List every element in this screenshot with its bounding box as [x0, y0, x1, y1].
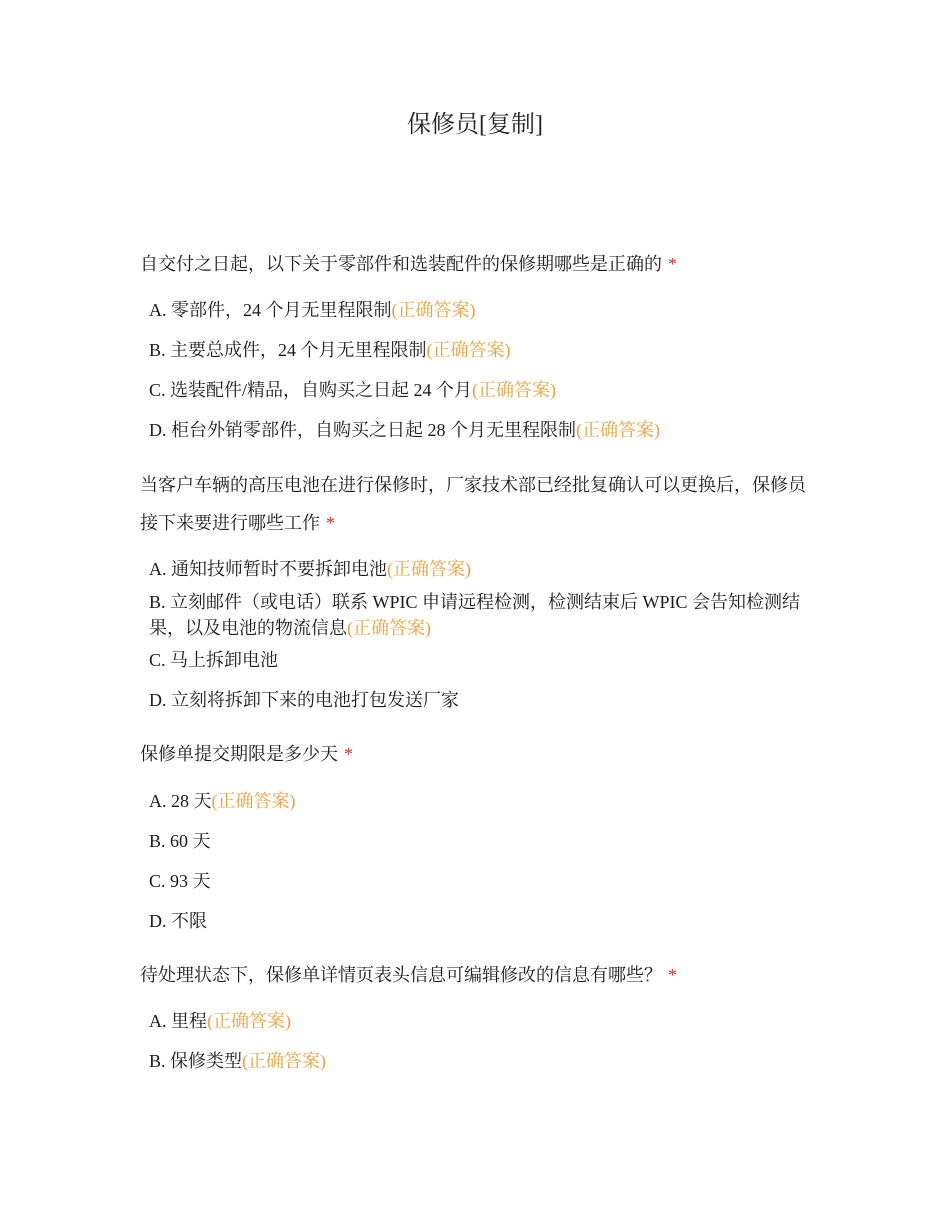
option-3b: [149, 828, 809, 854]
correct-answer-tag: (正确答案): [242, 1051, 327, 1071]
option-1d: [149, 417, 809, 443]
option-label: B. 主要总成件，24 个月无里程限制: [149, 340, 427, 360]
correct-answer-tag: (正确答案): [391, 300, 476, 320]
correct-answer-tag: (正确答案): [426, 340, 511, 360]
page-title: 保修员[复制]: [407, 112, 543, 138]
option-label: D. 不限: [149, 911, 207, 931]
correct-answer-tag: (正确答案): [472, 380, 557, 400]
option-1c: [149, 377, 809, 403]
option-label: A. 里程: [149, 1011, 207, 1031]
required-mark: *: [668, 965, 677, 985]
option-4a: [149, 1008, 809, 1034]
option-label: B. 保修类型: [149, 1051, 243, 1071]
question-text: 待处理状态下，保修单详情页表头信息可编辑修改的信息有哪些？: [140, 965, 662, 985]
option-label: C. 选装配件/精品，自购买之日起 24 个月: [149, 380, 473, 400]
option-3d: [149, 908, 809, 934]
option-2d: [149, 687, 809, 713]
option-label: D. 立刻将拆卸下来的电池打包发送厂家: [149, 690, 459, 710]
question-2: [140, 466, 820, 542]
option-2b: [149, 589, 809, 641]
question-text: 当客户车辆的高压电池在进行保修时，厂家技术部已经批复确认可以更换后，保修员接下来要进行哪些工作: [140, 475, 806, 533]
option-label: B. 60 天: [149, 831, 211, 851]
correct-answer-tag: (正确答案): [387, 559, 471, 579]
correct-answer-tag: (正确答案): [576, 420, 660, 440]
required-mark: *: [344, 744, 353, 764]
option-2a: [149, 556, 809, 582]
question-3: [140, 735, 820, 773]
option-label: C. 93 天: [149, 871, 211, 891]
correct-answer-tag: (正确答案): [211, 791, 296, 811]
question-text: 自交付之日起，以下关于零部件和选装配件的保修期哪些是正确的: [140, 254, 662, 274]
option-label: C. 马上拆卸电池: [149, 650, 279, 670]
correct-answer-tag: (正确答案): [207, 1011, 291, 1031]
option-label: D. 柜台外销零部件，自购买之日起 28 个月无里程限制: [149, 420, 576, 440]
option-3c: [149, 868, 809, 894]
required-mark: *: [326, 513, 335, 533]
question-4: [140, 956, 820, 994]
option-1a: [149, 297, 809, 323]
option-label: A. 28 天: [149, 791, 212, 811]
option-1b: [149, 337, 809, 363]
option-4b: [149, 1048, 809, 1074]
correct-answer-tag: (正确答案): [347, 618, 431, 638]
option-label: A. 通知技师暂时不要拆卸电池: [149, 559, 387, 579]
required-mark: *: [668, 254, 677, 274]
question-text: 保修单提交期限是多少天: [140, 744, 338, 764]
option-2c: [149, 647, 809, 673]
option-label: B. 立刻邮件（或电话）联系 WPIC 申请远程检测，检测结束后 WPIC 会告知检测结果，以及电池的物流信息: [149, 592, 801, 638]
question-1: [140, 245, 820, 283]
option-label: A. 零部件，24 个月无里程限制: [149, 300, 392, 320]
option-3a: [149, 788, 809, 814]
